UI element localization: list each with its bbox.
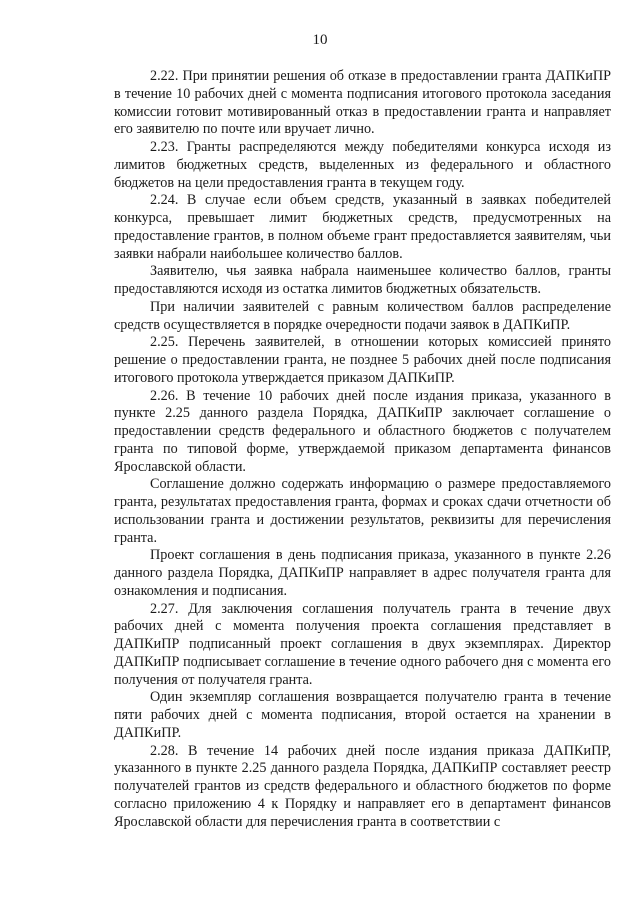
paragraph-2-25: 2.25. Перечень заявителей, в отношении которых комиссией принято решение о предоставлении гранта, не позднее 5 рабочих дней после подписания итогового протокола утверждается приказом ДАПКиПР. bbox=[114, 334, 611, 386]
paragraph-2-24: 2.24. В случае если объем средств, указанный в заявках победителей конкурса, превышает лимит бюджетных средств, предусмотренных на предоставление грантов, в полном объеме грант предоставляется заявителям, чьи заявки набрали наибольшее количество баллов. bbox=[114, 192, 611, 262]
page-number: 10 bbox=[312, 32, 328, 48]
paragraph-2-28: 2.28. В течение 14 рабочих дней после издания приказа ДАПКиПР, указанного в пункте 2.25 данного раздела Порядка, ДАПКиПР составляет реестр получателей грантов из средств федерального и областного бюджетов по форме согласно приложению 4 к Порядку и направляет его в департамент финансов Ярославской области для перечисления гранта в соответствии с bbox=[114, 742, 611, 830]
paragraph-agreement-draft: Проект соглашения в день подписания приказа, указанного в пункте 2.26 данного раздела Порядка, ДАПКиПР направляет в адрес получателя гранта для ознакомления и подписания. bbox=[114, 547, 611, 599]
document-body bbox=[114, 68, 611, 831]
paragraph-2-23: 2.23. Гранты распределяются между победителями конкурса исходя из лимитов бюджетных средств, выделенных из федерального и областного бюджетов на цели предоставления гранта в текущем году. bbox=[114, 139, 611, 191]
paragraph-equal-score: При наличии заявителей с равным количеством баллов распределение средств осуществляется в порядке очередности подачи заявок в ДАПКиПР. bbox=[114, 298, 611, 333]
paragraph-2-26: 2.26. В течение 10 рабочих дней после издания приказа, указанного в пункте 2.25 данного раздела Порядка, ДАПКиПР заключает соглашение о предоставлении средств федерального и областного бюджетов с получателем гранта по типовой форме, утверждаемой приказом департамента финансов Ярославской области. bbox=[114, 387, 611, 475]
paragraph-2-22: 2.22. При принятии решения об отказе в предоставлении гранта ДАПКиПР в течение 10 рабочих дней с момента подписания итогового протокола заседания комиссии готовит мотивированный отказ в предоставлении гранта и направляет его заявителю по почте или вручает лично. bbox=[114, 68, 611, 138]
paragraph-agreement-copy: Один экземпляр соглашения возвращается получателю гранта в течение пяти рабочих дней с момента подписания, второй остается на хранении в ДАПКиПР. bbox=[114, 689, 611, 741]
paragraph-2-27: 2.27. Для заключения соглашения получатель гранта в течение двух рабочих дней с момента получения проекта соглашения представляет в ДАПКиПР подписанный проект соглашения в двух экземплярах. Директор ДАПКиПР подписывает соглашение в течение одного рабочего дня с момента его получения от получателя гранта. bbox=[114, 600, 611, 688]
paragraph-lowest-score: Заявителю, чья заявка набрала наименьшее количество баллов, гранты предоставляются исходя из остатка лимитов бюджетных обязательств. bbox=[114, 263, 611, 297]
paragraph-agreement-content: Соглашение должно содержать информацию о размере предоставляемого гранта, результатах предоставления гранта, формах и сроках сдачи отчетности об использовании гранта и достижении результатов, реквизиты для перечисления гранта. bbox=[114, 476, 611, 546]
